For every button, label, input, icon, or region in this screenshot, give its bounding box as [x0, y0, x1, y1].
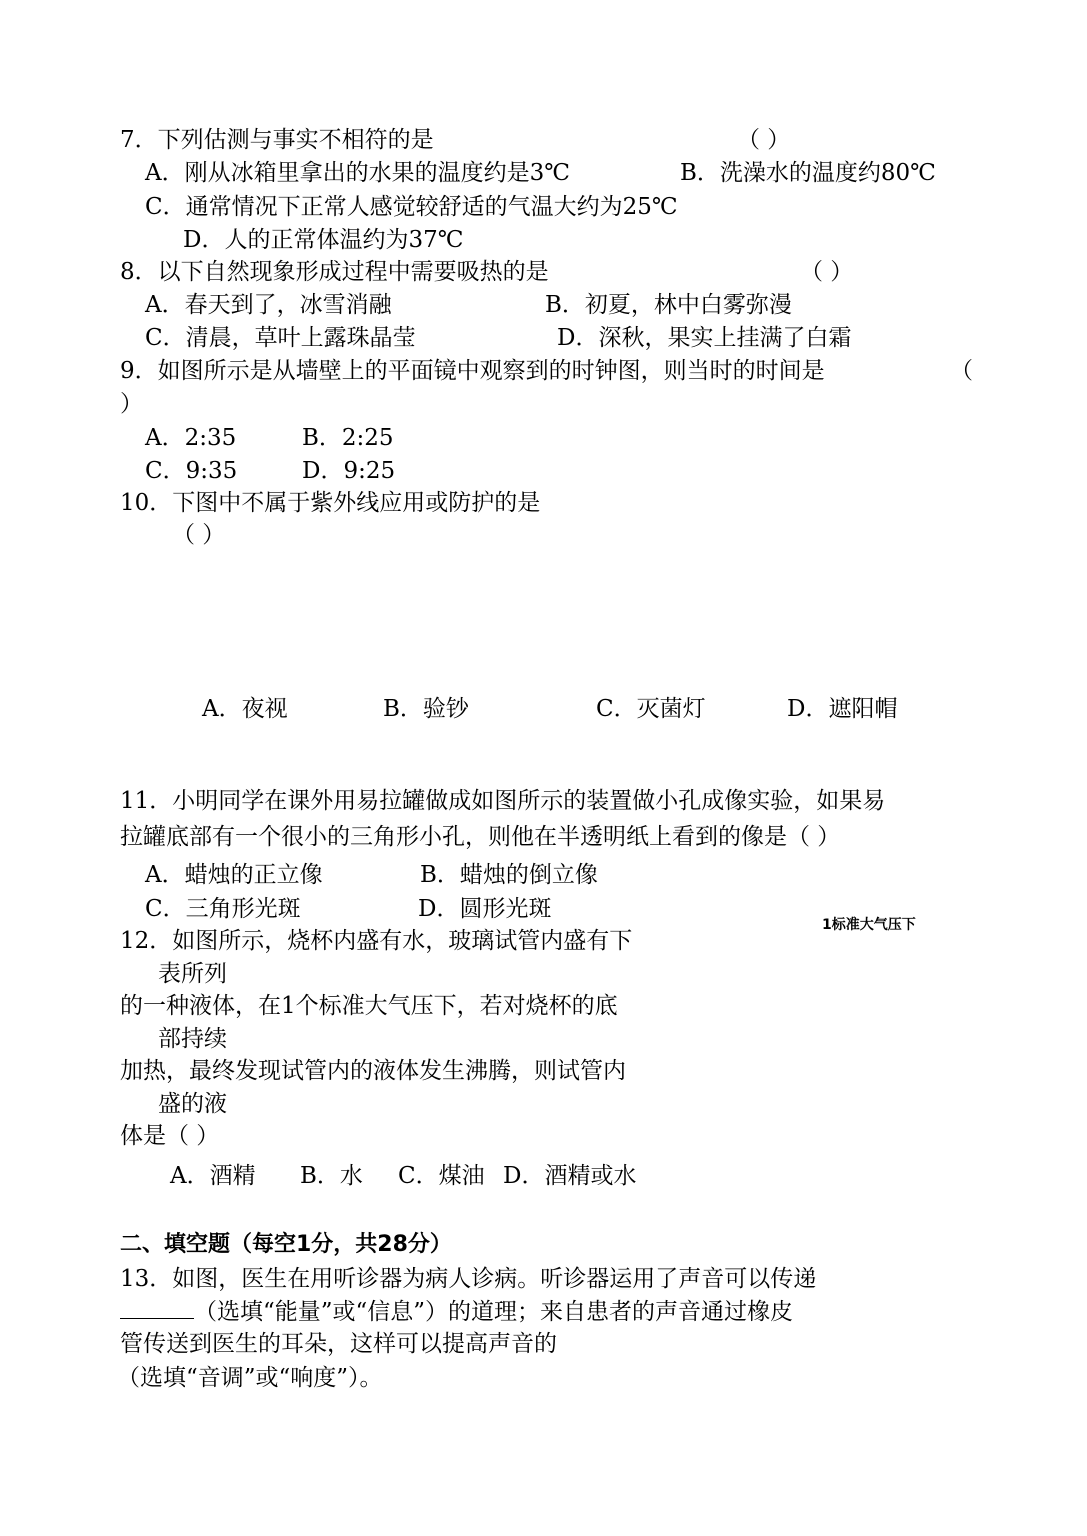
q12-option-b: B．水: [300, 1163, 363, 1189]
q7-stem: 7．下列估测与事实不相符的是: [120, 127, 434, 153]
q12-line-5: 加热，最终发现试管内的液体发生沸腾，则试管内: [120, 1058, 626, 1084]
q9-option-b: B．2:25: [302, 425, 394, 451]
q10-option-b: B．验钞: [383, 696, 469, 722]
q7-option-c: C．通常情况下正常人感觉较舒适的气温大约为25℃: [145, 194, 678, 220]
q12-option-d: D．酒精或水: [503, 1163, 637, 1189]
q7-answer-paren: （ ）: [737, 127, 791, 153]
q10-stem: 10．下图中不属于紫外线应用或防护的是: [120, 490, 541, 516]
q7-option-d: D．人的正常体温约为37℃: [183, 227, 464, 253]
q13-blank-1[interactable]: [120, 1298, 194, 1319]
q12-option-c: C．煤油: [398, 1163, 485, 1189]
q12-line-7: 体是（ ）: [120, 1123, 220, 1149]
q9-stem: 9．如图所示是从墙壁上的平面镜中观察到的时钟图，则当时的时间是: [120, 358, 825, 384]
q11-option-d: D．圆形光斑: [418, 896, 552, 922]
q11-option-c: C．三角形光斑: [145, 896, 301, 922]
section-heading: 二、填空题（每空1分，共28分）: [120, 1232, 452, 1257]
q12-line-1: 12．如图所示，烧杯内盛有水，玻璃试管内盛有下: [120, 928, 633, 954]
q11-option-a: A．蜡烛的正立像: [145, 862, 323, 888]
q12-line-2: 表所列: [158, 961, 227, 987]
q10-option-c: C．灭菌灯: [596, 696, 706, 722]
q9-paren-open: （: [950, 358, 973, 384]
q12-line-4: 部持续: [158, 1026, 227, 1052]
q13-line-2: [120, 1297, 793, 1327]
q12-line-6: 盛的液: [158, 1091, 227, 1117]
q11-option-b: B．蜡烛的倒立像: [420, 862, 598, 888]
q9-option-a: A．2:35: [145, 425, 237, 451]
q9-option-d: D．9:25: [302, 458, 396, 484]
q10-option-d: D．遮阳帽: [787, 696, 898, 722]
q8-stem: 8．以下自然现象形成过程中需要吸热的是: [120, 259, 549, 285]
q8-option-d: D．深秋，果实上挂满了白霜: [557, 325, 852, 351]
q8-option-c: C．清晨，草叶上露珠晶莹: [145, 325, 416, 351]
q13-line-4: （选填“音调”或“响度”）。: [117, 1365, 383, 1391]
q13-line-3: 管传送到医生的耳朵，这样可以提高声音的: [120, 1331, 557, 1357]
q11-line-1: 11．小明同学在课外用易拉罐做成如图所示的装置做小孔成像实验，如果易: [120, 788, 886, 814]
q11-line-2: 拉罐底部有一个很小的三角形小孔，则他在半透明纸上看到的像是（ ）: [120, 824, 841, 850]
q9-paren-close: ）: [120, 391, 143, 417]
q10-option-a: A．夜视: [202, 696, 288, 722]
q8-option-a: A．春天到了，冰雪消融: [145, 292, 392, 318]
q7-option-b: B．洗澡水的温度约80℃: [680, 160, 936, 186]
q7-option-a: A．刚从冰箱里拿出的水果的温度约是3℃: [145, 160, 570, 186]
q13-line-2-text: （选填“能量”或“信息”）的道理；来自患者的声音通过橡皮: [194, 1299, 794, 1325]
q8-answer-paren: （ ）: [800, 259, 854, 285]
q12-line-3: 的一种液体，在1个标准大气压下，若对烧杯的底: [120, 993, 618, 1019]
q12-table-caption: 1标准大气压下: [822, 917, 916, 933]
q12-option-a: A．酒精: [170, 1163, 256, 1189]
q9-option-c: C．9:35: [145, 458, 238, 484]
q13-line-1: 13．如图，医生在用听诊器为病人诊病。听诊器运用了声音可以传递: [120, 1266, 817, 1292]
q10-answer-paren: （ ）: [172, 522, 226, 548]
q8-option-b: B．初夏，林中白雾弥漫: [545, 292, 792, 318]
